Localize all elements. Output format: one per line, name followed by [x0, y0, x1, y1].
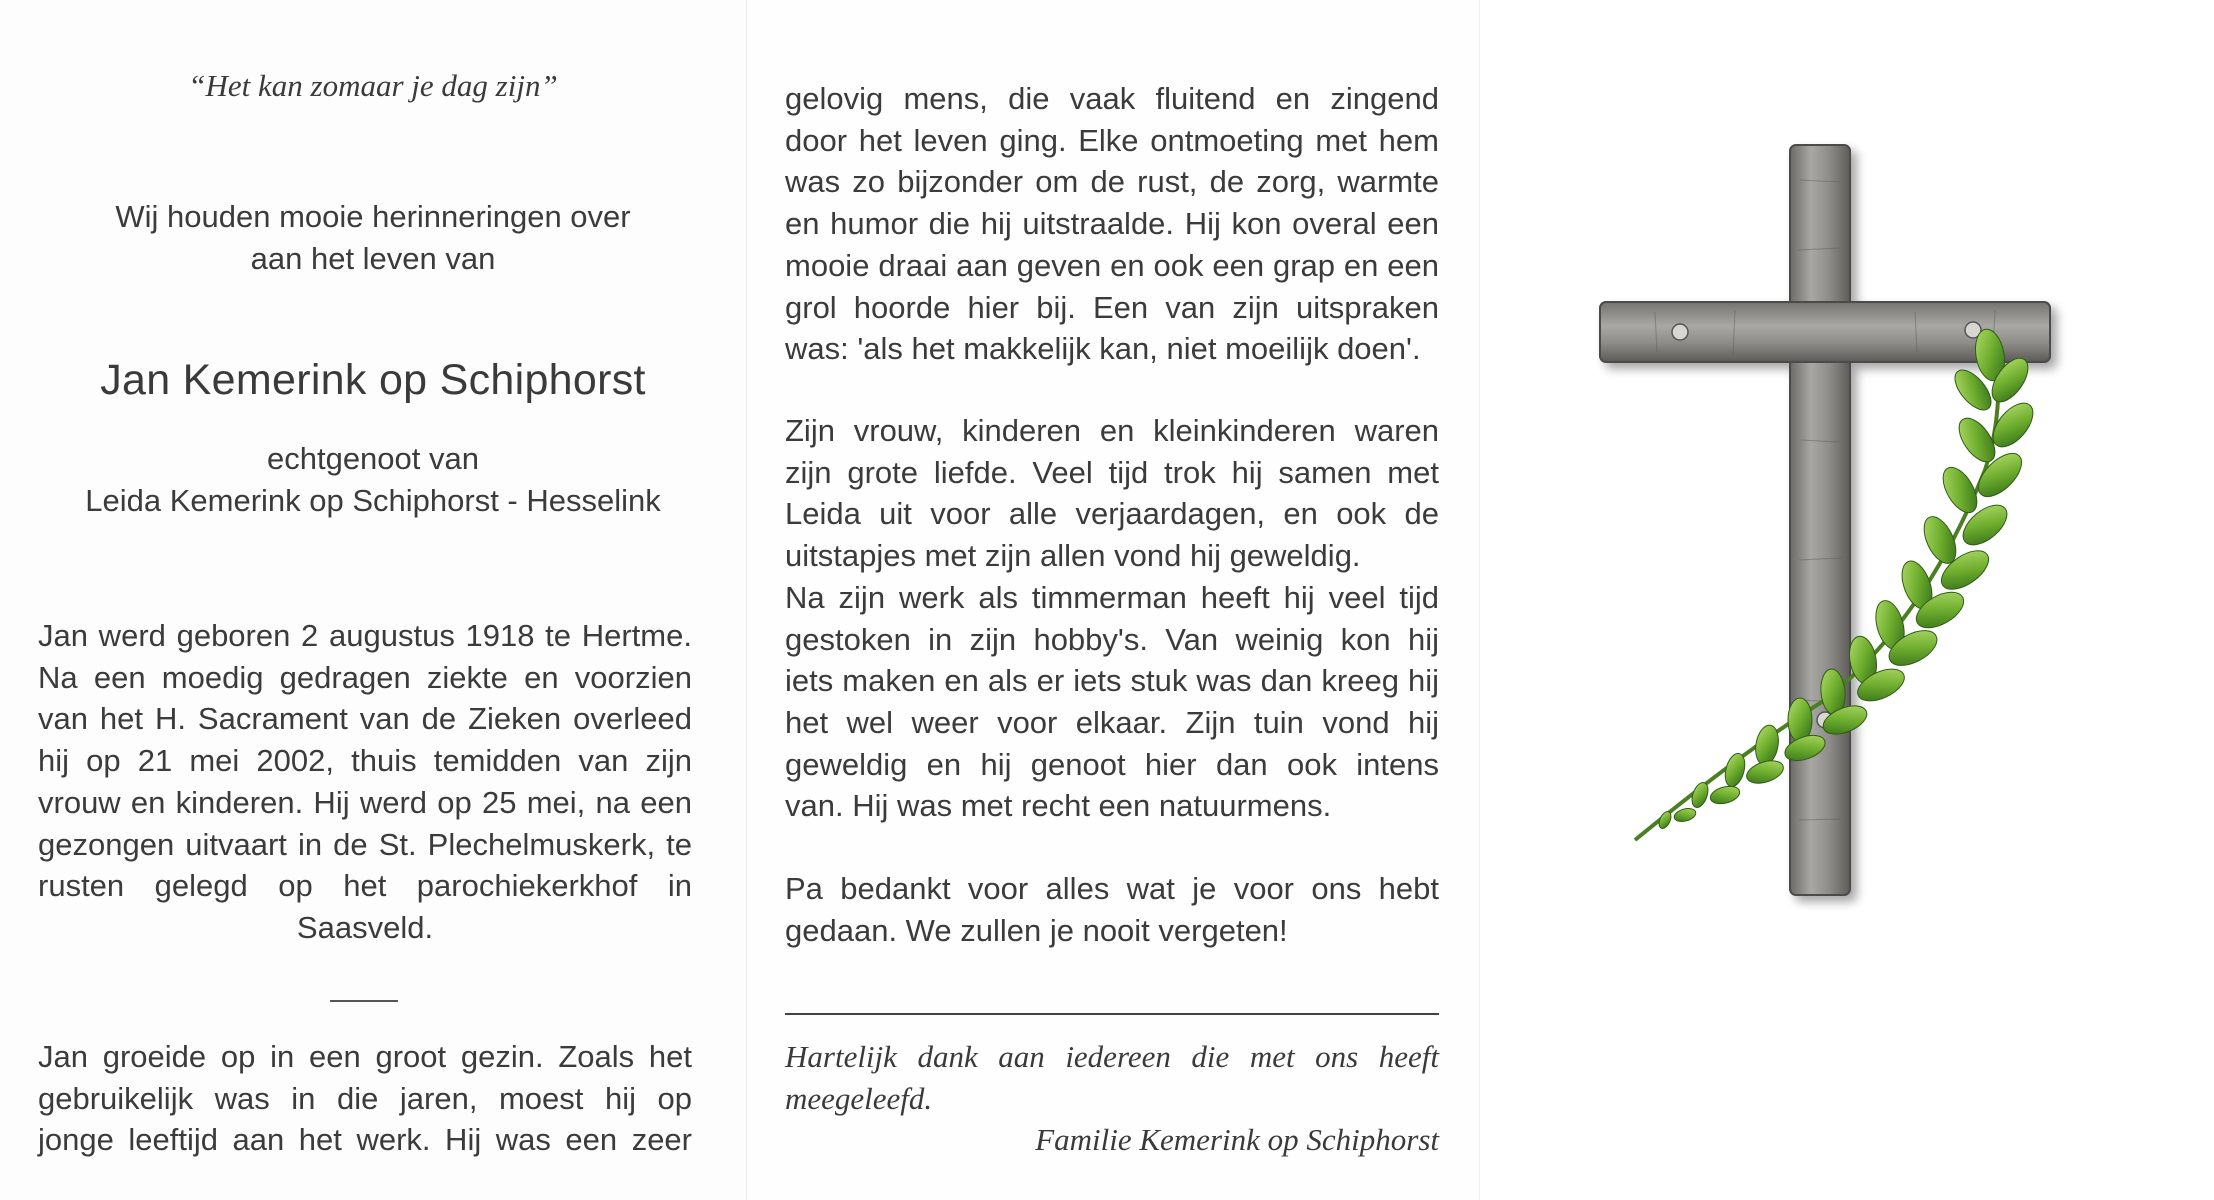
bio-line: vrouw en kinderen. Hij werd op 25 mei, na een: [38, 784, 692, 820]
story-line: Na zijn werk als timmerman heeft hij veel tijd: [785, 579, 1439, 615]
life-story-paragraph: [38, 1036, 692, 1161]
story-line: Zijn vrouw, kinderen en kleinkinderen waren: [785, 413, 1439, 448]
story-line: gestoken in zijn hobby's. Van weinig kon hij: [785, 621, 1439, 657]
family-paragraph: [785, 410, 1439, 827]
story-line: gelovig mens, die vaak fluitend en zingend: [785, 81, 1439, 116]
bio-line: Saasveld.: [296, 909, 434, 945]
bio-line: Na een moedig gedragen ziekte en voorzien: [38, 659, 692, 695]
story-line: Pa bedankt voor alles wat je voor ons hebt: [785, 871, 1439, 906]
intro-line: aan het leven van: [250, 240, 496, 276]
bio-line: van het H. Sacrament van de Zieken overleed: [38, 701, 692, 737]
deceased-name: Jan Kemerink op Schiphorst: [100, 356, 646, 404]
story-line: geweldig en hij genoot hier dan ook intens: [785, 746, 1439, 782]
story-line: iets maken en als er iets stuk was dan kreeg hij: [785, 663, 1439, 699]
story-line: Jan groeide op in een groot gezin. Zoals het: [38, 1039, 692, 1074]
family-signature: Familie Kemerink op Schiphorst: [1035, 1122, 1439, 1158]
story-line: gebruikelijk was in die jaren, moest hij op: [38, 1080, 692, 1116]
story-line: door het leven ging. Elke ontmoeting met hem: [785, 122, 1439, 158]
biography-paragraph: [38, 615, 692, 949]
thanks-line: Hartelijk dank aan iedereen die met ons heeft: [785, 1039, 1439, 1074]
story-line: zijn grote liefde. Veel tijd trok hij samen met: [785, 454, 1439, 490]
thanks-line: meegeleefd.: [785, 1080, 933, 1116]
spouse-line: echtgenoot van: [266, 441, 479, 476]
cross-with-palm-branch-icon: [1595, 140, 2115, 910]
story-line: grol hoorde hier bij. Een van zijn uitspraken: [785, 289, 1439, 325]
story-line: van. Hij was met recht een natuurmens.: [785, 788, 1332, 824]
long-divider: [785, 1013, 1439, 1015]
story-line: uitstapjes met zijn allen vond hij geweldig.: [785, 538, 1361, 574]
right-panel: [1479, 0, 2214, 1200]
story-line: Leida uit voor alle verjaardagen, en ook de: [785, 496, 1439, 532]
story-line: was zo bijzonder om de rust, de zorg, warmte: [785, 164, 1439, 200]
story-line: was: 'als het makkelijk kan, niet moeilijk doen'.: [785, 331, 1421, 367]
story-line: en humor die hij uitstraalde. Hij kon overal een: [785, 206, 1439, 242]
bio-line: gezongen uitvaart in de St. Plechelmuskerk, te: [38, 826, 692, 862]
left-panel: [0, 0, 746, 1200]
story-line: gedaan. We zullen je nooit vergeten!: [785, 912, 1288, 948]
character-paragraph: [785, 78, 1439, 370]
short-divider: [330, 1000, 398, 1002]
story-line: mooie draai aan geven en ook een grap en een: [785, 247, 1439, 283]
intro-line: Wij houden mooie herinneringen over: [115, 199, 631, 234]
bio-line: rusten gelegd op het parochiekerkhof in: [38, 868, 692, 904]
thank-you-note: [785, 1036, 1439, 1161]
story-line: jonge leeftijd aan het werk. Hij was een zeer: [38, 1122, 692, 1158]
story-line: het wel weer voor elkaar. Zijn tuin vond hij: [785, 704, 1439, 740]
farewell-paragraph: [785, 868, 1439, 951]
bio-line: hij op 21 mei 2002, thuis temidden van zijn: [38, 743, 692, 779]
spouse-text: [0, 438, 746, 521]
intro-text: [0, 196, 746, 279]
spouse-line: Leida Kemerink op Schiphorst - Hesselink: [85, 482, 661, 518]
middle-panel: [746, 0, 1479, 1200]
motto-quote: “Het kan zomaar je dag zijn”: [188, 68, 558, 103]
bio-line: Jan werd geboren 2 augustus 1918 te Hertme.: [38, 618, 692, 653]
